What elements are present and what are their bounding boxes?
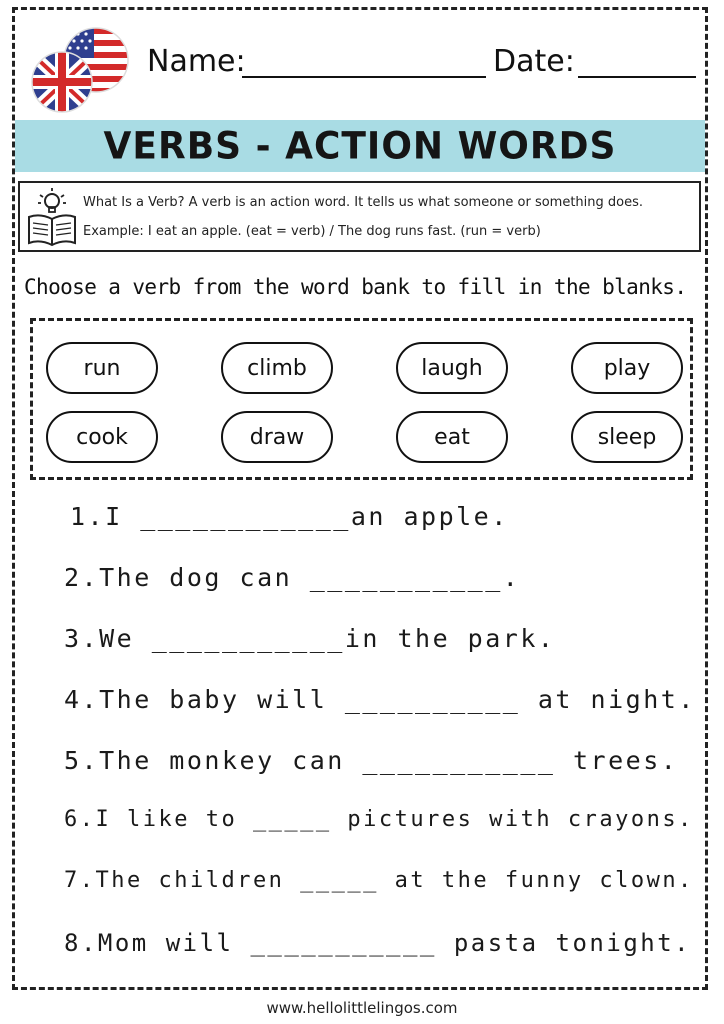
- sentence-6[interactable]: 6.I like to _____ pictures with crayons.: [64, 807, 694, 832]
- sentence-3[interactable]: 3.We ___________in the park.: [64, 624, 556, 653]
- sentence-2[interactable]: 2.The dog can ___________.: [64, 563, 521, 592]
- name-label: Name:: [147, 44, 246, 79]
- word-bank-item: draw: [221, 411, 333, 463]
- name-field[interactable]: [242, 76, 486, 78]
- us-uk-flags-logo-icon: [28, 24, 130, 116]
- footer-url: www.hellolittlelingos.com: [266, 999, 458, 1017]
- title-banner: [15, 120, 705, 172]
- sentence-5[interactable]: 5.The monkey can ___________ trees.: [64, 746, 679, 775]
- instruction-text: Choose a verb from the word bank to fill in the blanks.: [24, 275, 687, 299]
- sentence-1[interactable]: 1.I ____________an apple.: [70, 502, 509, 531]
- word-bank-item: run: [46, 342, 158, 394]
- word-bank-item: sleep: [571, 411, 683, 463]
- sentence-4[interactable]: 4.The baby will __________ at night.: [64, 685, 696, 714]
- info-box: [18, 181, 701, 252]
- word-bank-item: laugh: [396, 342, 508, 394]
- word-bank: [30, 318, 693, 480]
- word-bank-item: cook: [46, 411, 158, 463]
- sentence-7[interactable]: 7.The children _____ at the funny clown.: [64, 868, 694, 893]
- date-field[interactable]: [578, 76, 696, 78]
- verb-example-text: Example: I eat an apple. (eat = verb) / The dog runs fast. (run = verb): [83, 224, 541, 239]
- sentence-8[interactable]: 8.Mom will ___________ pasta tonight.: [64, 929, 692, 957]
- verb-definition-text: What Is a Verb? A verb is an action word. It tells us what someone or something does.: [83, 195, 644, 210]
- lightbulb-book-icon: [25, 187, 79, 247]
- page-title: VERBS - ACTION WORDS: [103, 124, 617, 168]
- word-bank-item: climb: [221, 342, 333, 394]
- word-bank-item: play: [571, 342, 683, 394]
- date-label: Date:: [493, 44, 575, 79]
- word-bank-item: eat: [396, 411, 508, 463]
